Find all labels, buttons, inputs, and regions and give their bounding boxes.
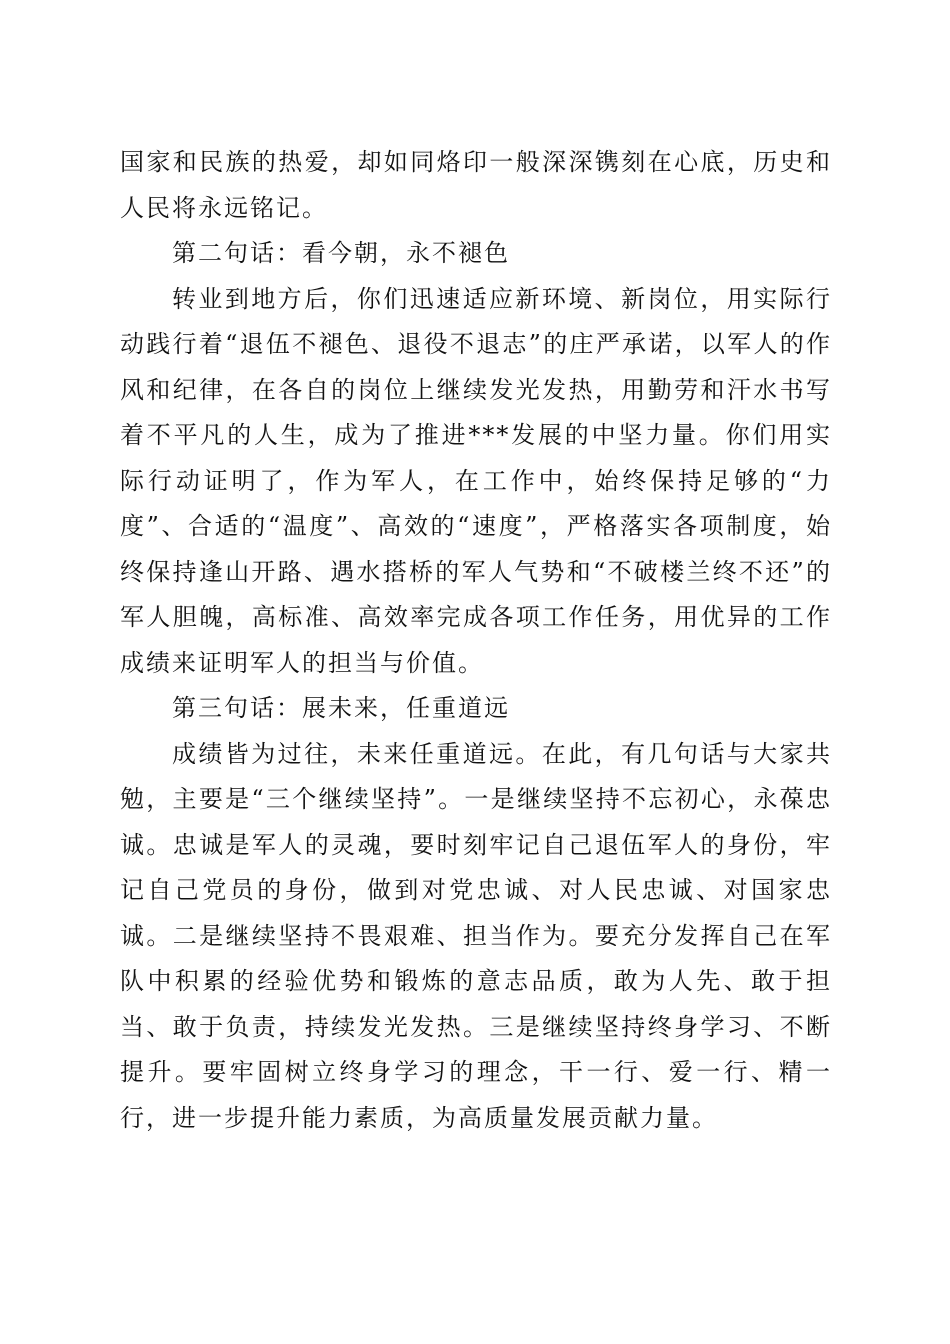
body-paragraph-third: 成绩皆为过往，未来任重道远。在此，有几句话与大家共勉，主要是“三个继续坚持”。一是继续坚持不忘初心，永葆忠诚。忠诚是军人的灵魂，要时刻牢记自己退伍军人的身份，牢记自己党员的身份，做到对党忠诚、对人民忠诚、对国家忠诚。二是继续坚持不畏艰难、担当作为。要充分发挥自己在军队中积累的经验优势和锻炼的意志品质，敢为人先、敢于担当、敢于负责，持续发光发热。三是继续坚持终身学习、不断提升。要牢固树立终身学习的理念，干一行、爱一行、精一行，进一步提升能力素质，为高质量发展贡献力量。 bbox=[120, 739, 832, 1132]
continuation-paragraph: 国家和民族的热爱，却如同烙印一般深深镌刻在心底，历史和人民将永远铭记。 bbox=[120, 148, 832, 222]
section-heading-second: 第二句话：看今朝，永不褪色 bbox=[172, 239, 510, 267]
document-body bbox=[120, 140, 832, 1141]
section-heading-third: 第三句话：展未来，任重道远 bbox=[172, 694, 510, 722]
body-paragraph-second: 转业到地方后，你们迅速适应新环境、新岗位，用实际行动践行着“退伍不褪色、退役不退志”的庄严承诺，以军人的作风和纪律，在各自的岗位上继续发光发热，用勤劳和汗水书写着不平凡的人生，成为了推进***发展的中坚力量。你们用实际行动证明了，作为军人，在工作中，始终保持足够的“力度”、合适的“温度”、高效的“速度”，严格落实各项制度，始终保持逢山开路、遇水搭桥的军人气势和“不破楼兰终不还”的军人胆魄，高标准、高效率完成各项工作任务，用优异的工作成绩来证明军人的担当与价值。 bbox=[120, 284, 832, 677]
